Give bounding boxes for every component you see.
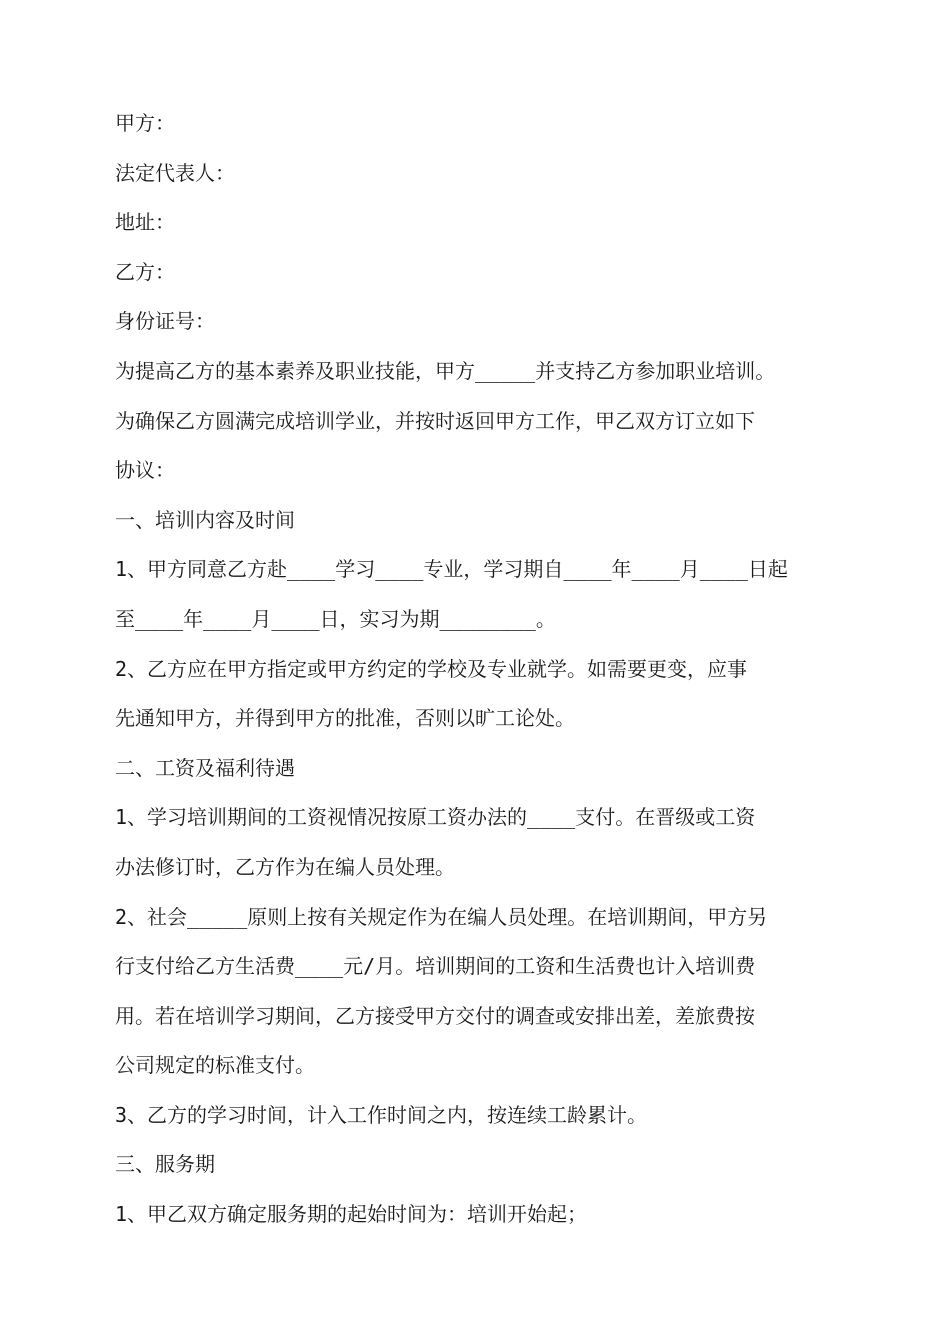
- address-label: 地址：: [115, 210, 175, 235]
- section-heading-training: 一、培训内容及时间: [115, 507, 295, 532]
- preamble-line-3: 协议：: [115, 458, 175, 483]
- clause-1-2-line-2: 先通知甲方，并得到甲方的批准，否则以旷工论处。: [115, 706, 575, 731]
- clause-2-2-line-3: 用。若在培训学习期间，乙方接受甲方交付的调查或安排出差，差旅费按: [115, 1003, 755, 1028]
- clause-1-1-line-2: 至____年____月____日，实习为期________。: [115, 606, 556, 631]
- clause-2-2-line-4: 公司规定的标准支付。: [115, 1053, 315, 1078]
- clause-1-2-line-1: 2、乙方应在甲方指定或甲方约定的学校及专业就学。如需要更变，应事: [115, 656, 748, 681]
- clause-1-1-line-1: 1、甲方同意乙方赴____学习____专业，学习期自____年____月____日起: [115, 557, 788, 582]
- legal-representative-label: 法定代表人：: [115, 160, 235, 185]
- id-number-label: 身份证号：: [115, 309, 215, 334]
- section-heading-wages: 二、工资及福利待遇: [115, 755, 295, 780]
- preamble-line-2: 为确保乙方圆满完成培训学业，并按时返回甲方工作，甲乙双方订立如下: [115, 408, 755, 433]
- clause-2-2-line-1: 2、社会_____原则上按有关规定作为在编人员处理。在培训期间，甲方另: [115, 904, 768, 929]
- party-b-label: 乙方：: [115, 259, 175, 284]
- section-heading-service: 三、服务期: [115, 1152, 215, 1177]
- party-a-label: 甲方：: [115, 111, 175, 135]
- clause-2-2-line-2: 行支付给乙方生活费____元/月。培训期间的工资和生活费也计入培训费: [115, 954, 756, 979]
- document-body: [115, 99, 845, 1240]
- clause-2-1-line-1: 1、学习培训期间的工资视情况按原工资办法的____支付。在晋级或工资: [115, 805, 756, 830]
- clause-2-1-line-2: 办法修订时，乙方作为在编人员处理。: [115, 854, 455, 879]
- clause-3-1-line-1: 1、甲乙双方确定服务期的起始时间为：培训开始起；: [115, 1202, 588, 1227]
- clause-2-3-line-1: 3、乙方的学习时间，计入工作时间之内，按连续工龄累计。: [115, 1102, 648, 1127]
- preamble-line-1: 为提高乙方的基本素养及职业技能，甲方_____并支持乙方参加职业培训。: [115, 358, 776, 383]
